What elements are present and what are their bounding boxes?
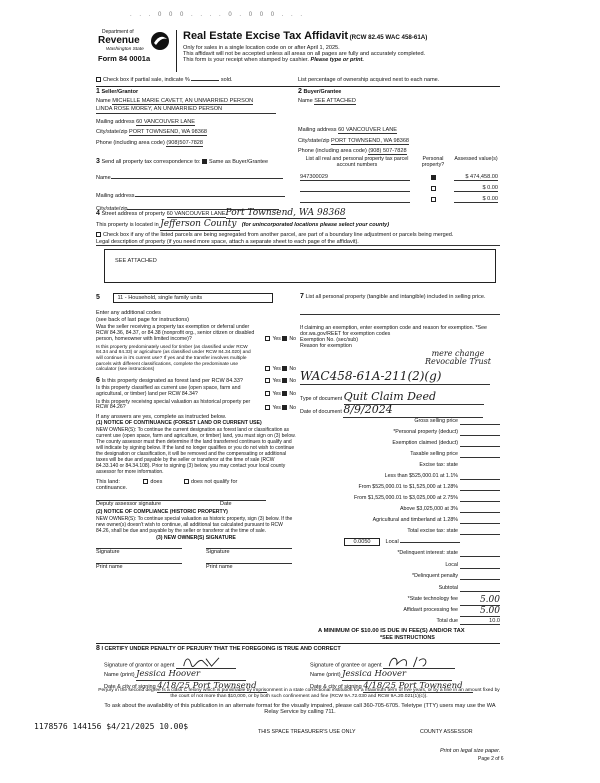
buyer-city-label: City/state/zip <box>298 137 330 144</box>
buyer-heading: Buyer/Grantee <box>303 89 342 95</box>
certify-text: I CERTIFY UNDER PENALTY OF PERJURY THAT THE FOREGOING IS TRUE AND CORRECT <box>101 646 341 652</box>
seller-heading: Seller/Grantor <box>101 89 139 95</box>
land-use-code[interactable]: 11 - Household, single family units <box>113 293 273 303</box>
q6b-text: Is this property classified as current use (open space, farm and agricultural, or timber) land per RCW 84.34? <box>96 384 241 397</box>
dor-logo <box>98 30 178 68</box>
grantor-name-label: Name (print) <box>104 672 135 678</box>
if-yes-note: If any answers are yes, complete as instructed below. <box>96 414 227 421</box>
q6-no-label: No <box>289 377 296 384</box>
county-assessor: COUNTY ASSESSOR <box>420 729 473 735</box>
seller-mailing[interactable]: 60 VANCOUVER LANE <box>136 118 196 125</box>
availability-notice: To ask about the availability of this publication in an alternate format for the visually impaired, please call 360-705-6705. Teletype (TTY) users may use the WA Relay Service by calling 711. <box>104 703 496 716</box>
deputy-sig-label: Deputy assessor signature <box>96 501 162 508</box>
q1-yes-label: Yes <box>272 335 281 342</box>
processing-fee-value[interactable]: 5.00 <box>460 607 500 617</box>
q6c-no-label: No <box>289 404 296 411</box>
ownership-note: List percentage of ownership acquired next to each name. <box>298 77 440 83</box>
legal-description-box[interactable] <box>104 249 496 283</box>
q6c-yes-checkbox[interactable] <box>265 405 270 410</box>
q6-yes-checkbox[interactable] <box>265 378 270 383</box>
grantor-block <box>104 655 300 693</box>
q1-text: Was the seller receiving a property tax exemption or deferral under RCW 84.36, 84.37, or 84.38 (nonprofit org., senior citizen or disabled person, homeowner with limited income)? <box>96 324 255 342</box>
print2-label: Print name <box>206 564 233 571</box>
does-not-checkbox[interactable] <box>184 479 189 484</box>
grantee-sig-label: Signature of grantee or agent <box>310 662 382 669</box>
buyer-name[interactable]: SEE ATTACHED <box>314 98 356 105</box>
seller-name-2[interactable]: LINDA ROSE MOREY, AN UNMARRIED PERSON <box>96 106 276 113</box>
does-checkbox[interactable] <box>143 479 148 484</box>
partial-sale-checkbox[interactable] <box>96 77 101 82</box>
form-number: Form 84 0001a <box>98 54 151 63</box>
notice2-title: (2) NOTICE OF COMPLIANCE (HISTORIC PROPERTY) <box>96 509 228 516</box>
page-number: Page 2 of 6 <box>478 756 504 762</box>
seller-section: 1 Seller/Grantor Name MICHELLE MARIE CAVETT, AN UNMARRIED PERSON LINDA ROSE MOREY, AN UNMARRIED PERSON Mailing address 60 VANCOUVER LANE City/state/zip PORT TOWNSEND, WA 98368 Phone (including area code) (908)507-7828 <box>96 88 292 146</box>
this-land-label: This land: <box>96 478 120 485</box>
same-as-buyer-checkbox[interactable] <box>202 159 207 164</box>
tax-row-total-due: Total due 10.0 <box>436 618 500 624</box>
located-label: This property is located in <box>96 222 159 229</box>
q1-yes-checkbox[interactable] <box>265 336 270 341</box>
sig1-label: Signature <box>96 549 120 556</box>
additional-codes-label: Enter any additional codes <box>96 310 161 317</box>
dept-line1: Department of <box>102 29 134 35</box>
total-due-value[interactable]: 10.0 <box>460 618 500 625</box>
grantor-sig-label: Signature of grantor or agent <box>104 662 175 669</box>
grantor-signature-icon[interactable] <box>176 655 236 669</box>
parcel-number[interactable]: 947300029 <box>300 174 410 181</box>
property-section: 4 Street address of property 60 VANCOUVER LANEPort Townsend, WA 98368 This property is located in Jefferson County (for unincorporated locations please select your county) Check box if any of the listed parcels are being segregated from another parcel, are part of a boundary line adjustment or parcels being merged. Legal description of property (if you need more space, attach a separate sheet to each page of the affidavit). <box>96 208 500 246</box>
tax-row-processing-fee: Affidavit processing fee 5.00 <box>403 606 500 616</box>
parcel-number[interactable] <box>300 185 410 192</box>
exemption-handwritten[interactable]: WAC458-61A-211(2)(g) <box>300 370 490 385</box>
grantee-block <box>310 655 500 693</box>
q2-no-checkbox[interactable] <box>282 366 287 371</box>
q6-yes-label: Yes <box>272 377 281 384</box>
reason-label: Reason for exemption <box>300 343 352 350</box>
form-title-block <box>183 30 513 64</box>
continuance-label: continuance. <box>96 485 128 492</box>
partial-sale-sold: sold. <box>220 77 233 83</box>
partial-sale-row <box>96 77 233 83</box>
assessed-value[interactable]: $ 474,458.00 <box>454 174 498 181</box>
tax-row-exemption: Exemption claimed (deduct) <box>318 440 500 450</box>
treasurer-stamp: 1178576 144156 $4/21/2025 10.00$ <box>34 722 189 731</box>
grantor-date-handwritten[interactable]: 4/18/25 Port Townsend <box>157 682 267 693</box>
county-handwritten[interactable]: Jefferson County <box>160 219 240 230</box>
q2-text: Is this property predominately used for timber (as classified under RCW 84.34 and 84.33) or agriculture (as classified under RCW 84.34.020) and will continue in it's current use? If yes and the transfer involves multiple parcels with different classifications, complete the predominate use calculator (see instructions) <box>96 344 251 373</box>
tax-row-taxable: Taxable selling price <box>318 451 500 461</box>
q1-no-checkbox[interactable] <box>282 336 287 341</box>
tax-row-subtotal: Subtotal <box>318 585 500 595</box>
doc-type-handwritten[interactable]: Quit Claim Deed <box>344 391 484 405</box>
local-rate-label: Local <box>385 539 399 545</box>
seller-city[interactable]: PORT TOWNSEND, WA 98368 <box>129 129 208 136</box>
segregated-checkbox[interactable] <box>96 232 101 237</box>
dept-name: Revenue <box>98 35 140 46</box>
does-not-label: does not qualify for <box>190 478 238 485</box>
q6c-text: Is this property receiving special valuation as historical property per RCW 84.26? <box>96 398 251 411</box>
street-label: Street address of property <box>101 211 166 217</box>
grantor-date-label: Date & city of signing <box>104 683 156 690</box>
corr-name-label: Name <box>96 175 111 182</box>
q6b-no-checkbox[interactable] <box>282 391 287 396</box>
seller-phone-label: Phone (including area code) <box>96 139 165 146</box>
q2-no-label: No <box>289 365 296 372</box>
assessed-value[interactable]: $ 0.00 <box>454 185 498 192</box>
grantee-signature-icon[interactable] <box>383 655 455 669</box>
minimum-due: A MINIMUM OF $10.00 IS DUE IN FEE(S) AND/OR TAX <box>318 628 465 634</box>
buyer-phone[interactable]: (908) 507-7828 <box>368 148 407 155</box>
tech-fee-value[interactable]: 5.00 <box>460 596 500 606</box>
parcel-number[interactable] <box>300 196 410 203</box>
tax-row-excise-state: Excise tax: state <box>419 462 458 468</box>
see-instructions: *SEE INSTRUCTIONS <box>380 635 435 641</box>
partial-sale-label: Check box if partial sale, indicate % <box>103 77 190 83</box>
header-note-1: Only for sales in a single location code on or after April 1, 2025. <box>183 44 340 51</box>
notice1-title: (1) NOTICE OF CONTINUANCE (FOREST LAND OR CURRENT USE) <box>96 419 262 426</box>
parcel-row <box>298 185 500 194</box>
correspondence-label: Send all property tax correspondence to: <box>101 159 201 165</box>
q6-no-checkbox[interactable] <box>282 378 287 383</box>
seller-name-label: Name <box>96 98 111 105</box>
doc-date-label: Date of document <box>300 409 342 415</box>
grantee-name-handwritten[interactable]: Jessica Hoover <box>342 670 452 681</box>
legal-description-label: Legal description of property (if you need more space, attach a separate sheet to each page of the affidavit). <box>96 239 500 246</box>
notice1-body: NEW OWNER(S): To continue the current designation as forest land or classification as current use (open space, farm and agriculture, or timber) land, you must sign on (3) below. The county assessor must then determine if the land transferred continues to qualify and will indicate by signing below. If the land no longer qualifies or you do not wish to continue the designation or classification, it will be removed and the compensating or additional taxes will be due and payable by the seller or transferor at the time of sale (RCW 84.33.140 or 84.34.108). Prior to signing (3) below, you may contact your local county assessor for more information. <box>96 426 296 475</box>
doc-type-label: Type of document <box>300 396 343 402</box>
local-rate-row <box>344 538 460 546</box>
does-label: does <box>150 478 163 485</box>
exemption-text: If claiming an exemption, enter exemption code and reason for exemption. *See dor.wa.gov/REET for exemption codes <box>300 325 487 338</box>
sig2-label: Signature <box>206 549 230 556</box>
buyer-phone-label: Phone (including area code) <box>298 148 367 155</box>
header-note-2: This affidavit will not be accepted unless all areas on all pages are fully and accurately completed. <box>183 51 426 58</box>
seller-city-label: City/state/zip <box>96 129 128 136</box>
grantee-date-label: Date & city of signing <box>310 683 362 690</box>
personal-property-checkbox[interactable] <box>431 186 436 191</box>
legal-description-value: SEE ATTACHED <box>115 258 157 264</box>
see-back-label: (see back of last page for instructions) <box>96 316 189 323</box>
parcel-row <box>298 196 500 205</box>
notice2-body: NEW OWNER(S): To continue special valuation as historic property, sign (3) below. If the new owner(s) doesn't wish to continue, all additional tax calculated pursuant to RCW 84.26, shall be due and payable by the seller or transferor at the time of sale. <box>96 516 293 535</box>
same-as-buyer-label: Same as Buyer/Grantee <box>209 159 269 165</box>
personal-col-header: Personal property? <box>421 156 445 169</box>
doc-date-handwritten[interactable]: 8/9/2024 <box>343 404 483 418</box>
print1-label: Print name <box>96 564 123 571</box>
q1-no-label: No <box>289 335 296 342</box>
seller-name-1[interactable]: MICHELLE MARIE CAVETT, AN UNMARRIED PERSON <box>112 98 254 105</box>
tax-row-ag: Agricultural and timberland at 1.28% <box>318 517 500 527</box>
seller-phone[interactable]: (908)507-7828 <box>166 139 204 146</box>
perjury-notice: Perjury in the second degree is a class C felony which is punishable by imprisonment in a state correctional institution for a maximum term of five years, or by a fine in an amount fixed by the court of not more than $10,000, or by both such confinement and fine (RCW 9A.72.030 and RCW 9A.20.021(1)(c)). <box>98 688 500 699</box>
q6c-no-checkbox[interactable] <box>282 405 287 410</box>
q6b-no-label: No <box>289 390 296 397</box>
new-owner-sig-title: (3) NEW OWNER(S) SIGNATURE <box>156 535 236 542</box>
located-note: (for unincorporated locations please select your county) <box>241 222 390 229</box>
street-handwritten[interactable]: Port Townsend, WA 98368 <box>225 208 346 218</box>
tax-row-tech-fee: *State technology fee 5.00 <box>407 595 500 605</box>
dept-state: Washington State <box>106 47 144 52</box>
buyer-name-label: Name <box>298 98 313 105</box>
tax-row-personal: *Personal property (deduct) <box>318 429 500 439</box>
tax-row-b2: From $525,000.01 to $1,525,000 at 1.28% <box>318 484 500 494</box>
assessed-col-header: Assessed value(s) <box>454 156 498 162</box>
deputy-date-label: Date <box>220 501 232 508</box>
tax-row-total-state: Total excise tax: state <box>318 528 500 538</box>
corr-city-label: City/state/zip <box>96 205 128 212</box>
certify-line: 8 I CERTIFY UNDER PENALTY OF PERJURY THAT THE FOREGOING IS TRUE AND CORRECT <box>96 645 341 652</box>
buyer-mailing[interactable]: 60 VANCOUVER LANE <box>338 127 398 134</box>
street-typed[interactable]: 60 VANCOUVER LANE <box>166 211 226 217</box>
buyer-mailing-label: Mailing address <box>298 127 337 134</box>
grantee-date-handwritten[interactable]: 4/18/25 Port Townsend <box>363 682 473 693</box>
tax-row-b1: Less than $525,000.01 at 1.1% <box>318 473 500 483</box>
form-rcw: (RCW 82.45 WAC 458-61A) <box>349 34 428 41</box>
personal-property-checkbox[interactable] <box>431 197 436 202</box>
q2-yes-checkbox[interactable] <box>265 366 270 371</box>
section-5: 5 11 - Household, single family units Enter any additional codes (see back of last page for instructions) Was the seller receiving a property tax exemption or deferral under RCW 84.36, 84.37, or 84.38 (nonprofit org., senior citizen or disabled person, homeowner with limited income)? Yes No Is this property predominately used for timber (as classified under RCW 84.34 and 84.33) or agriculture (as classified under RCW 84.34.020) and will continue in it's current use? If yes and the transfer involves multiple parcels with different classifications, complete the predominate use calculator (see instructions) Yes No 6 Is this property designated as forest land per RCW 84.33? Yes No Is this property classified as current use (open space, farm and agricultural, or timber) land per RCW 84.34? Yes No Is this property receiving special valuation as historical property per RCW 84.26? Yes No If any answers are yes, complete as instructed below. (1) NOTICE OF CONTINUANCE (FOREST LAND OR CURRENT USE) NEW OWNER(S): To continue the current designation as forest land or classification as current use (open space, farm and agriculture, or timber) land, you must sign on (3) below. The county assessor must then determine if the land transferred continues to qualify and will indicate by signing below. If the land no longer qualifies or you do not wish to continue the designation or classification, it will be removed and the compensating or additional taxes will be due and payable by the seller or transferor at the time of sale (RCW 84.33.140 or 84.34.108). Prior to signing (3) below, you may contact your local county assessor for more information. This land: does does not qualify for continuance. Deputy assessor signature Date (2) NOTICE OF COMPLIANCE (HISTORIC PROPERTY) NEW OWNER(S): To continue special valuation as historic property, sign (3) below. If the new owner(s) doesn't wish to continue, all additional tax calculated pursuant to RCW 84.26, shall be due and payable by the seller or transferor at the time of sale. (3) NEW OWNER(S) SIGNATURE Signature Signature Print name Print name <box>96 294 296 571</box>
personal-property-checkbox[interactable] <box>431 175 436 180</box>
header-note-3b: Please type or print. <box>310 57 364 64</box>
local-rate-value[interactable]: 0.0050 <box>344 538 380 546</box>
dor-swoosh-icon <box>150 31 170 51</box>
reason-handwritten[interactable]: mere change Revocable Trust <box>425 349 491 367</box>
section-7: 7 List all personal property (tangible and intangible) included in selling price. If claiming an exemption, enter exemption code and reason for exemption. *See dor.wa.gov/REET for exemption codes Exemption No. (sec/sub) Reason for exemption <box>300 293 500 349</box>
tax-row-b4: Above $3,025,000 at 3% <box>318 506 500 516</box>
grantee-name-label: Name (print) <box>310 672 341 678</box>
tax-row-b3: From $1,525,000.01 to $3,025,000 at 2.75% <box>318 495 500 505</box>
q6b-yes-checkbox[interactable] <box>265 391 270 396</box>
assessed-value[interactable]: $ 0.00 <box>454 196 498 203</box>
buyer-section: 2 Buyer/Grantee Name SEE ATTACHED Mailing address 60 VANCOUVER LANE City/state/zip PORT TOWNSEND, WA 98368 Phone (including area code) (908) 507-7828 <box>298 88 410 155</box>
segregated-label: Check box if any of the listed parcels are being segregated from another parcel, are part of a boundary line adjustment or parcels being merged. <box>103 231 454 238</box>
q6c-yes-label: Yes <box>272 404 281 411</box>
corr-mailing-label: Mailing address <box>96 193 135 200</box>
q6b-yes-label: Yes <box>272 390 281 397</box>
form-title: Real Estate Excise Tax Affidavit <box>183 30 349 42</box>
seller-mailing-label: Mailing address <box>96 118 135 125</box>
tax-row-gross: Gross selling price <box>318 418 500 428</box>
correspondence-section: 3 Send all property tax correspondence to: Same as Buyer/Grantee Name Mailing address City/state/zip <box>96 158 296 212</box>
treasurer-use: THIS SPACE TREASURER'S USE ONLY <box>258 729 356 735</box>
legal-paper-note: Print on legal size paper. <box>440 748 501 754</box>
top-marks: . . . 0 0 0 . . . . 0 . 0 0 0 . . . <box>130 12 306 18</box>
personal-property-label: List all personal property (tangible and intangible) included in selling price. <box>305 294 486 300</box>
tax-row-local: Local <box>318 562 500 572</box>
tax-row-penalty: *Delinquent penalty <box>318 573 500 583</box>
header-note-3: This form is your receipt when stamped by cashier. <box>183 57 309 64</box>
grantor-name-handwritten[interactable]: Jessica Hoover <box>136 670 246 681</box>
parcel-col-header: List all real and personal property tax parcel account numbers <box>305 156 409 169</box>
q2-yes-label: Yes <box>272 365 281 372</box>
tax-row-delinquent-state: *Delinquent interest: state <box>318 550 500 560</box>
buyer-city[interactable]: PORT TOWNSEND, WA 98368 <box>331 137 410 144</box>
q6-text: Is this property designated as forest land per RCW 84.33? <box>101 377 243 384</box>
parcel-row <box>298 174 500 183</box>
exemption-no-label: Exemption No. (sec/sub) <box>300 337 358 344</box>
